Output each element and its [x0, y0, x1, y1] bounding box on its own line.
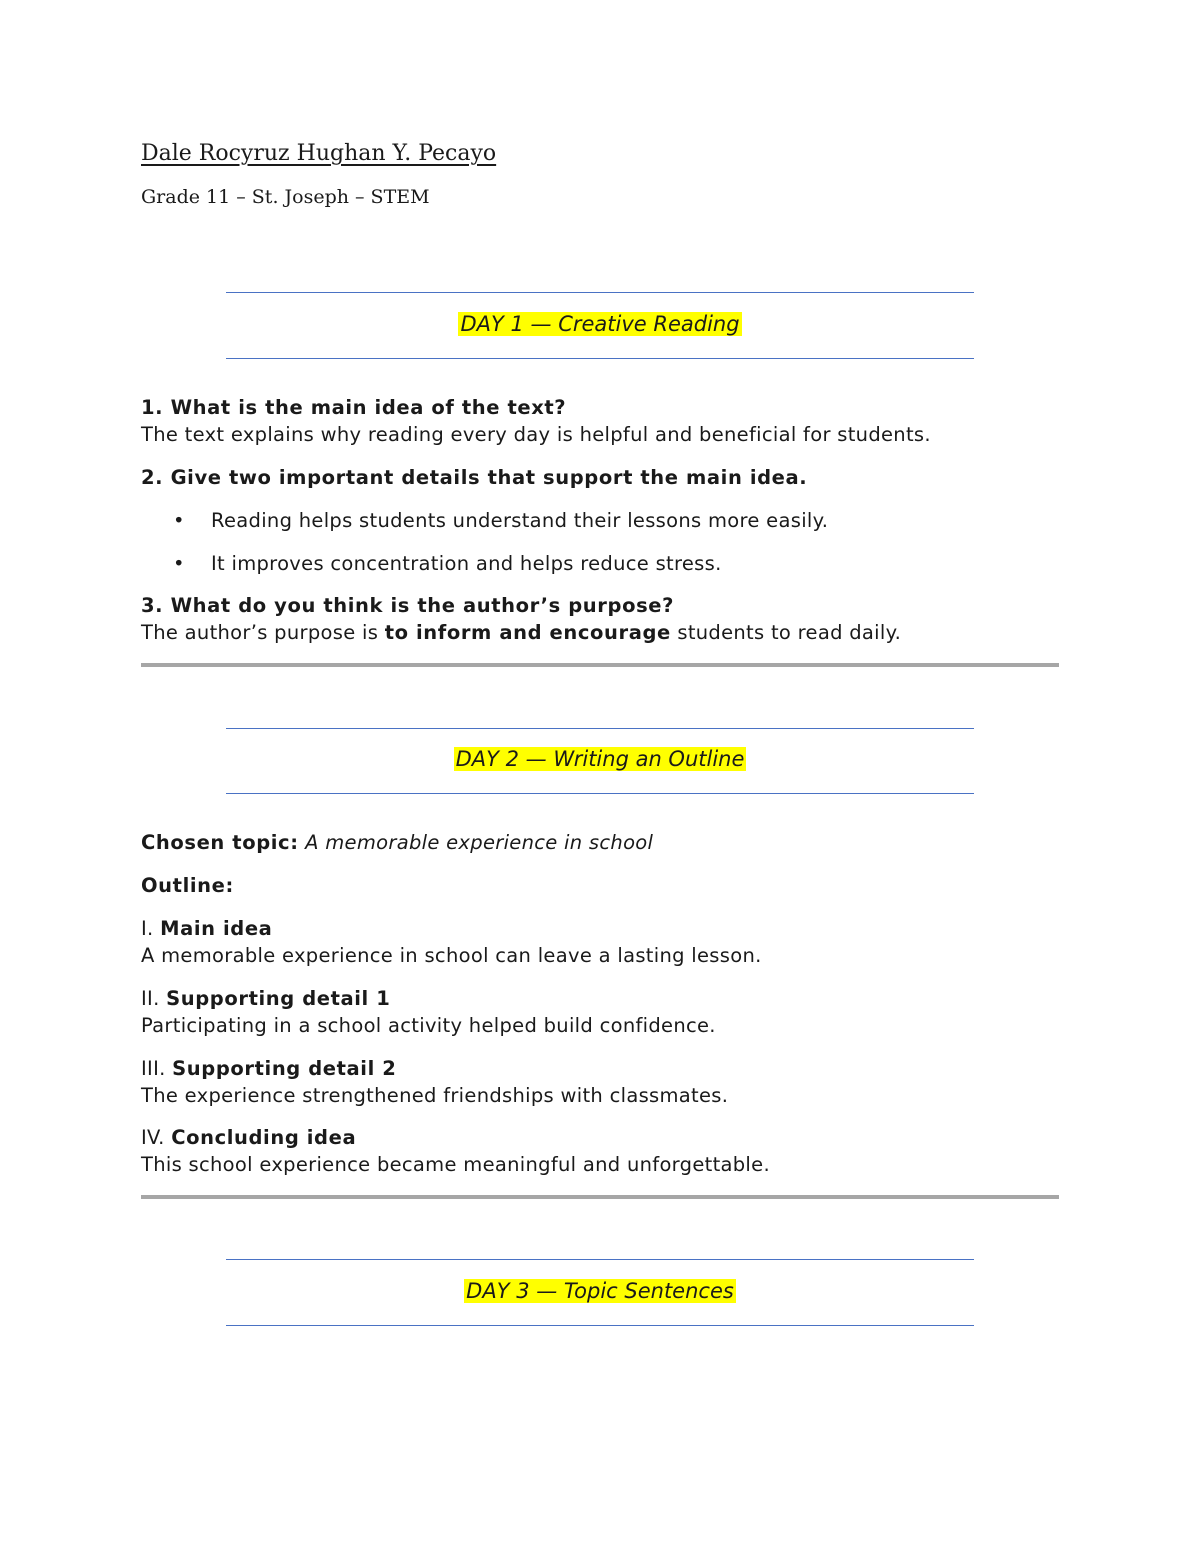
- day1-answer-3: The author’s purpose is to inform and encourage students to read daily.: [141, 621, 902, 644]
- day1-question-1: 1. What is the main idea of the text?: [141, 396, 567, 419]
- outline-item-heading-4: IV. Concluding idea: [141, 1126, 357, 1149]
- day2-heading: DAY 2 — Writing an Outline: [455, 747, 745, 771]
- day3-bottom-rule: [226, 1325, 974, 1326]
- day1-question-2: 2. Give two important details that support the main idea.: [141, 466, 808, 489]
- day3-heading: DAY 3 — Topic Sentences: [466, 1279, 734, 1303]
- bullet-icon: •: [173, 552, 185, 575]
- day1-heading: DAY 1 — Creative Reading: [460, 312, 740, 336]
- day1-detail-2: It improves concentration and helps reduce stress.: [211, 552, 722, 575]
- day3-top-rule: [226, 1259, 974, 1260]
- outline-item-heading-3: III. Supporting detail 2: [141, 1057, 397, 1080]
- day1-top-rule: [226, 292, 974, 293]
- outline-item-text-4: This school experience became meaningful and unforgettable.: [141, 1153, 770, 1176]
- day2-top-rule: [226, 728, 974, 729]
- bullet-icon: •: [173, 509, 185, 532]
- outline-label: Outline:: [141, 874, 234, 897]
- day1-answer-1: The text explains why reading every day is helpful and beneficial for students.: [141, 423, 931, 446]
- day1-detail-1: Reading helps students understand their lessons more easily.: [211, 509, 829, 532]
- day2-bottom-rule: [226, 793, 974, 794]
- day1-question-3: 3. What do you think is the author’s purpose?: [141, 594, 675, 617]
- outline-item-heading-2: II. Supporting detail 1: [141, 987, 391, 1010]
- chosen-topic: Chosen topic: A memorable experience in school: [141, 831, 654, 854]
- outline-item-heading-1: I. Main idea: [141, 917, 273, 940]
- section-divider-2: [141, 1195, 1059, 1199]
- outline-item-text-1: A memorable experience in school can leave a lasting lesson.: [141, 944, 762, 967]
- outline-item-text-3: The experience strengthened friendships with classmates.: [141, 1084, 729, 1107]
- day1-bottom-rule: [226, 358, 974, 359]
- section-divider-1: [141, 663, 1059, 667]
- student-name: Dale Rocyruz Hughan Y. Pecayo: [141, 141, 497, 166]
- outline-item-text-2: Participating in a school activity helped build confidence.: [141, 1014, 716, 1037]
- grade-section: Grade 11 – St. Joseph – STEM: [141, 186, 430, 208]
